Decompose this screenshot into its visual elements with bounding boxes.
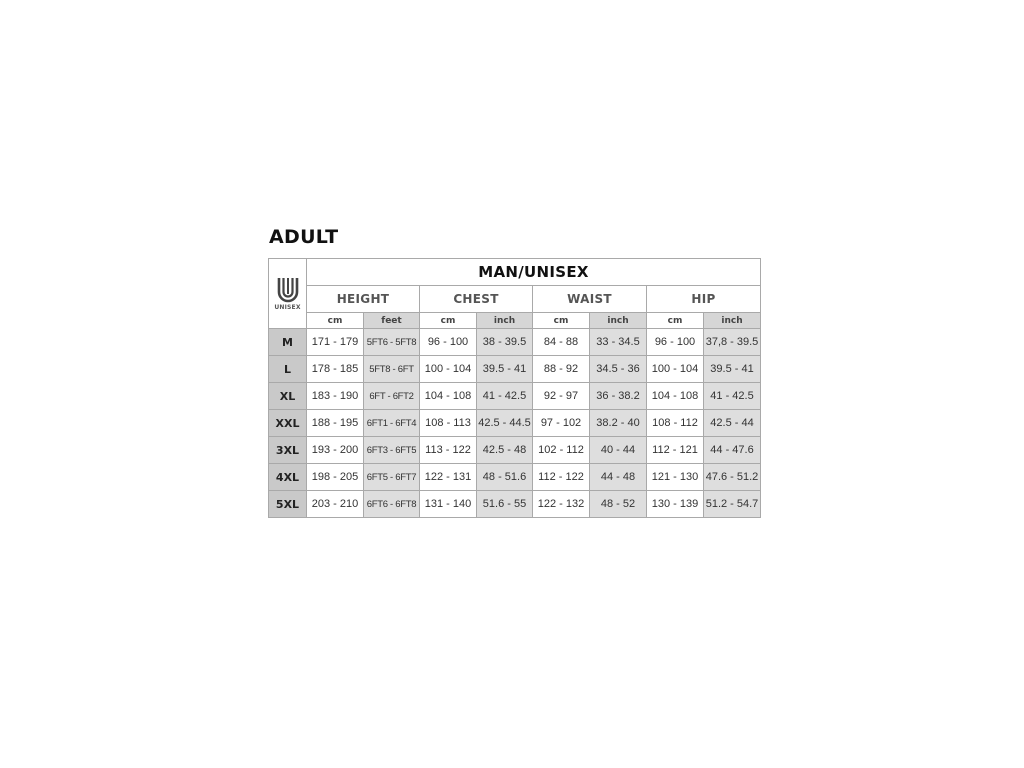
table-cell: 131 - 140	[420, 491, 477, 518]
table-cell: 100 - 104	[647, 356, 704, 383]
size-label: 4XL	[269, 464, 307, 491]
table-cell: 36 - 38.2	[590, 383, 647, 410]
table-cell: 108 - 112	[647, 410, 704, 437]
table-cell: 39.5 - 41	[704, 356, 761, 383]
table-cell: 96 - 100	[647, 329, 704, 356]
table-cell: 88 - 92	[533, 356, 590, 383]
unit-header: cm	[647, 313, 704, 329]
measure-header-waist: WAIST	[533, 286, 647, 313]
measure-header-hip: HIP	[647, 286, 761, 313]
measure-header-height: HEIGHT	[307, 286, 420, 313]
measure-header-row	[269, 286, 761, 313]
size-chart-table	[268, 258, 761, 518]
table-cell: 48 - 51.6	[477, 464, 533, 491]
table-cell: 41 - 42.5	[704, 383, 761, 410]
size-label: 3XL	[269, 437, 307, 464]
unit-header: inch	[477, 313, 533, 329]
table-cell: 97 - 102	[533, 410, 590, 437]
table-cell: 188 - 195	[307, 410, 364, 437]
table-cell: 121 - 130	[647, 464, 704, 491]
table-cell: 44 - 48	[590, 464, 647, 491]
table-cell: 6FT1 - 6FT4	[364, 410, 420, 437]
table-cell: 44 - 47.6	[704, 437, 761, 464]
table-cell: 100 - 104	[420, 356, 477, 383]
unit-header: feet	[364, 313, 420, 329]
table-cell: 48 - 52	[590, 491, 647, 518]
table-cell: 198 - 205	[307, 464, 364, 491]
table-cell: 33 - 34.5	[590, 329, 647, 356]
table-cell: 102 - 112	[533, 437, 590, 464]
table-cell: 6FT3 - 6FT5	[364, 437, 420, 464]
table-cell: 122 - 131	[420, 464, 477, 491]
table-cell: 130 - 139	[647, 491, 704, 518]
unisex-logo-label: UNISEX	[274, 303, 301, 311]
group-title: MAN/UNISEX	[307, 259, 761, 286]
table-cell: 108 - 113	[420, 410, 477, 437]
unisex-logo	[269, 259, 307, 329]
table-cell: 47.6 - 51.2	[704, 464, 761, 491]
table-cell: 6FT6 - 6FT8	[364, 491, 420, 518]
table-cell: 51.6 - 55	[477, 491, 533, 518]
size-label: XXL	[269, 410, 307, 437]
size-label: 5XL	[269, 491, 307, 518]
table-cell: 113 - 122	[420, 437, 477, 464]
table-cell: 183 - 190	[307, 383, 364, 410]
table-cell: 42.5 - 44.5	[477, 410, 533, 437]
table-row	[269, 356, 761, 383]
table-cell: 96 - 100	[420, 329, 477, 356]
size-label: XL	[269, 383, 307, 410]
size-label: L	[269, 356, 307, 383]
table-cell: 40 - 44	[590, 437, 647, 464]
table-cell: 6FT - 6FT2	[364, 383, 420, 410]
table-cell: 171 - 179	[307, 329, 364, 356]
unit-header: cm	[420, 313, 477, 329]
unit-header-row	[269, 313, 761, 329]
table-row	[269, 491, 761, 518]
table-cell: 34.5 - 36	[590, 356, 647, 383]
table-row	[269, 329, 761, 356]
table-cell: 193 - 200	[307, 437, 364, 464]
table-cell: 38 - 39.5	[477, 329, 533, 356]
table-cell: 5FT6 - 5FT8	[364, 329, 420, 356]
unisex-u-icon	[277, 277, 299, 303]
table-cell: 92 - 97	[533, 383, 590, 410]
table-cell: 5FT8 - 6FT	[364, 356, 420, 383]
table-row	[269, 437, 761, 464]
table-cell: 84 - 88	[533, 329, 590, 356]
table-cell: 112 - 121	[647, 437, 704, 464]
measure-header-chest: CHEST	[420, 286, 533, 313]
size-rows	[269, 329, 761, 518]
table-cell: 112 - 122	[533, 464, 590, 491]
table-row	[269, 410, 761, 437]
table-cell: 41 - 42.5	[477, 383, 533, 410]
table-cell: 6FT5 - 6FT7	[364, 464, 420, 491]
unit-header: cm	[307, 313, 364, 329]
size-label: M	[269, 329, 307, 356]
table-cell: 42.5 - 48	[477, 437, 533, 464]
table-row	[269, 464, 761, 491]
table-cell: 42.5 - 44	[704, 410, 761, 437]
table-cell: 104 - 108	[420, 383, 477, 410]
table-cell: 51.2 - 54.7	[704, 491, 761, 518]
unit-header: inch	[590, 313, 647, 329]
table-cell: 104 - 108	[647, 383, 704, 410]
page-title: ADULT	[269, 226, 339, 248]
unit-header: inch	[704, 313, 761, 329]
table-cell: 203 - 210	[307, 491, 364, 518]
table-row	[269, 383, 761, 410]
table-cell: 38.2 - 40	[590, 410, 647, 437]
table-cell: 178 - 185	[307, 356, 364, 383]
table-cell: 39.5 - 41	[477, 356, 533, 383]
table-cell: 37,8 - 39.5	[704, 329, 761, 356]
table-cell: 122 - 132	[533, 491, 590, 518]
unit-header: cm	[533, 313, 590, 329]
